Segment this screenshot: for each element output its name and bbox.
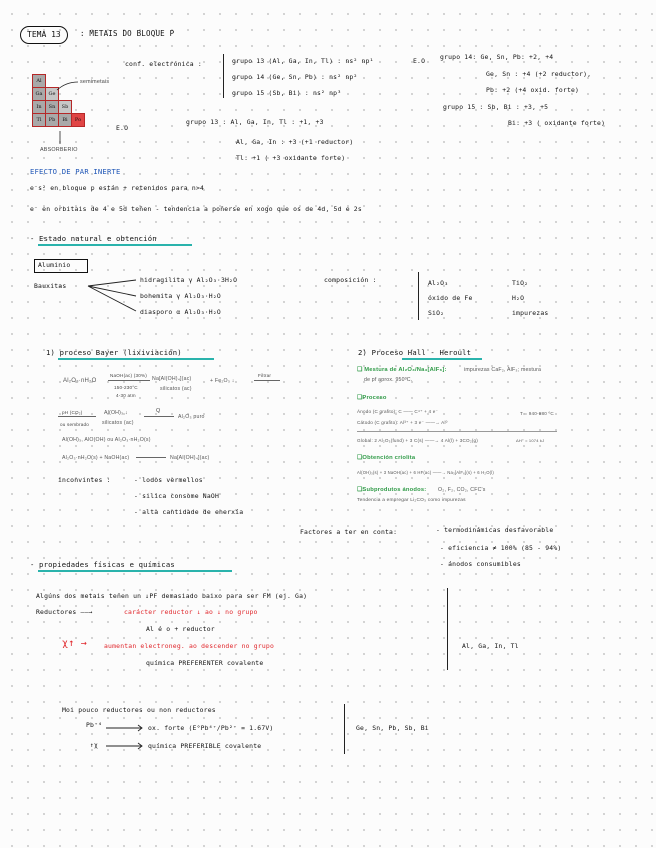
bayer-r4-reactants: Al₂O₃·nH₂O(s) + NaOH(ac) [62, 455, 130, 461]
bayer-r2-arrow1 [58, 416, 96, 417]
hall-criolita: ❑Obtención criolita [357, 455, 416, 461]
bayer-r1-filter-arrow [254, 380, 280, 381]
propiedades-underline [38, 570, 232, 572]
comp-left-1: Al₂O₃ [428, 279, 449, 287]
bayer-r2-product: Al₂O₃ puro [178, 414, 205, 420]
page-title: : METAIS DO BLOQUE P [80, 29, 175, 38]
inconveniente-1: - lodos vermellos [134, 476, 203, 484]
covalent-preferible: química PREFERIBLE covalente [148, 742, 262, 750]
hall-catodo: Cátodo (C grafito): Al³⁺ + 3 e⁻ ——→ Al⁰ [357, 420, 448, 425]
propiedades-side-elements: Al, Ga, In, Tl [462, 642, 519, 650]
comp-right-2: H₂O [512, 294, 525, 302]
reductores-label: Reductores ——→ [36, 608, 93, 616]
moi-side-elements: Ge, Sn, Pb, Sb, Bi [356, 724, 429, 732]
moi-bracket [344, 704, 345, 754]
bayer-r3: Al(OH)₃, AlO(OH) ou Al₂O₃·nH₂O(s) [62, 437, 151, 443]
hall-criolita-eq: Al(OH)₃(s) + 3 NaOH(ac) + 6 HF(ac) ——→ Na₃[AlF₆](s) + 6 H₂O(l) [357, 470, 494, 475]
estado-underline [38, 244, 192, 246]
config-label: conf. electrónica : [125, 60, 202, 68]
element-bi: Bi [58, 113, 72, 127]
bayer-r2-silicates: silicatos (ac) [102, 420, 134, 426]
hall-global-dh: ΔH° = 1074 kJ [516, 438, 545, 443]
aluminio-label: Aluminio [38, 261, 71, 269]
config-group-14: grupo 14 (Ge, Sn, Pb) : ns² np² [232, 73, 358, 81]
bayer-r1-arrow [108, 380, 150, 381]
hall-mixture-title: ❑ Mestura de Al₂O₃/Na₃[AlF₆]: [357, 367, 447, 373]
eo-group-13-line1: Al, Ga, In : +3 (+1 reductor) [236, 138, 354, 146]
config-bracket [223, 54, 224, 98]
bayer-r2-ph: pH (CO₂) [62, 410, 83, 415]
bayer-r1-oxide: + Fe₂O₃ ↓ [210, 378, 235, 384]
propiedades-bracket [447, 588, 448, 670]
element-ge: Ge [45, 87, 59, 101]
propiedades-line1: Algúns dos metais teñen un ↓PF demasiado baixo para ser FM (ej. Ga) [36, 592, 308, 600]
bayer-r4-product: Na[Al(OH)₄](ac) [170, 455, 210, 461]
pb4-oxidant: ox. forte (E°Pb⁴⁺/Pb²⁺ = 1.67V) [148, 724, 274, 732]
mineral-1: hidragilita γ Al₂O₃·3H₂O [140, 276, 238, 284]
factor-3: - ánodos consumibles [440, 560, 521, 568]
element-pb: Pb [45, 113, 59, 127]
eo-right-label: E.O [413, 57, 426, 65]
config-group-15: grupo 15 (Sb, Bi) : ns² np³ [232, 89, 342, 97]
eo-left-label: E.O [116, 124, 129, 132]
topic-badge: TEMA 13 [20, 26, 68, 44]
chi-up-label: ↑χ [90, 741, 99, 749]
inert-pair-line2: e⁻ en orbitais de 4 e 5d teñen - tendencia a poñerse en xogo que os de 4d, 5d e 2s [30, 205, 362, 213]
pb4-arrow [0, 0, 1, 1]
bayer-r1-cond3: 4-30 atm [116, 393, 136, 398]
eo-group-14: grupo 14: Ge, Sn, Pb: +2, +4 [440, 53, 554, 61]
eo-group-15: grupo 15 : Sb, Bi : +3, +5 [443, 103, 549, 111]
propiedades-heading: - propiedades físicas e químicas [30, 560, 175, 569]
covalent-chemistry: química PREFERENTER covalente [146, 659, 264, 667]
comp-left-3: SiO₂ [428, 309, 445, 317]
hall-subprod: ❑Subprodutos ánodos: [357, 487, 427, 493]
hall-temperature: T = 940-980 ºC [520, 411, 554, 416]
chi-arrow: χ↑ → [62, 638, 87, 649]
bayer-r2-sembrado: ou sembrado [60, 422, 90, 427]
element-al: Al [32, 74, 46, 88]
bayer-r2-arrow2 [144, 416, 174, 417]
factor-2: - eficiencia ≠ 100% (85 - 94%) [440, 544, 562, 552]
bauxitas-label: Bauxitas [34, 282, 67, 290]
eo-group-13-line2: Tl: +1 ( +3 oxidante forte) [236, 154, 346, 162]
hall-heading: 2) Proceso Hall - Heroult [358, 348, 472, 357]
eo-group-14-line1: Ge, Sn : +4 (+2 reductor), [486, 70, 592, 78]
inconveniente-3: - alta cantidade de enerxía [134, 508, 244, 516]
eo-group-14-line2: Pb: +2 (+4 oxid. forte) [486, 86, 580, 94]
mineral-3: diasporo α Al₂O₃·H₂O [140, 308, 221, 316]
hall-anodo: Ánodo (C grafito): C —— C⁴⁺ + 4 e⁻ [357, 409, 439, 414]
label-post: ABSORBERIO [40, 147, 78, 153]
element-ga: Ga [32, 87, 46, 101]
hall-proceso: ❑Proceso [357, 395, 387, 401]
element-tl: Tl [32, 113, 46, 127]
al-most-reductor: Al é o + reductor [146, 625, 215, 633]
label-semimetals: semimetais [80, 79, 110, 85]
reductores-trend: carácter reductor ↓ ao ↓ no grupo [124, 608, 258, 616]
hall-subprod-rest: O₂, F₂, CO₂, CFC's [438, 487, 486, 493]
bayer-r2-heat: Q [156, 408, 161, 414]
eo-group-15-line1: Bi: +3 ( oxidante forte) [508, 119, 606, 127]
bayer-r1-reactant: Al₂O₃·nH₂O [63, 378, 97, 384]
comp-right-1: TiO₂ [512, 279, 529, 287]
bayer-r4-arrow [136, 457, 166, 458]
config-group-13: grupo 13 (Al, Ga, In, Tl) : ns² np¹ [232, 57, 374, 65]
bayer-r1-cond1: NaOH(ac) (30%) [110, 373, 148, 378]
bayer-r1-filter: Filtrar [258, 373, 272, 378]
inert-pair-heading: EFECTO DE PAR INERTE [30, 167, 121, 176]
bayer-underline [58, 358, 214, 360]
factores-label: Factores a ter en conta: [300, 528, 398, 536]
element-sn: Sn [45, 100, 59, 114]
bayer-r1-product: Na[Al(OH)₄](ac) [152, 376, 192, 382]
electroneg-trend: aumentan electroneg. ao descender no grupo [104, 642, 274, 650]
inconvenientes-label: inconvintes : [58, 476, 111, 484]
hall-mixture-line2: de pf aprox. 950ºC. [364, 377, 413, 383]
mineral-2: bohemita γ Al₂O₃·H₂O [140, 292, 221, 300]
comp-right-3: impurezas [512, 309, 549, 317]
comp-left-2: óxido de Fe [428, 294, 473, 302]
bayer-r1-cond2: 150-230°C [114, 385, 138, 390]
hall-global: Global: 2 Al₂O₃(fund) + 3 C(s) ——→ 4 Al(l) + 3CO₂(g) [357, 438, 479, 443]
inconveniente-2: - silica consome NaOH [134, 492, 219, 500]
hall-underline [402, 358, 482, 360]
inert-pair-line1: e⁻s² en bloque p están + retenidos para n>4 [30, 184, 205, 192]
element-sb: Sb [58, 100, 72, 114]
bayer-r1-silicates: silicatos (ac) [160, 386, 192, 392]
factor-1: - termodinámicas desfavorable [436, 526, 554, 534]
estado-heading: - Estado natural e obtención [30, 234, 157, 243]
moi-pouco-reductores: Moi pouco reductores ou non reductores [62, 706, 216, 714]
pb4-label: Pb⁺⁴ [86, 721, 103, 729]
composicion-label: composición : [324, 276, 377, 284]
hall-mixture-rest: impurezas CaF₂, AlF₃; mestura [464, 367, 542, 373]
element-in: In [32, 100, 46, 114]
hall-subprod-line2: Tendencia a empregar Li₂CO₃ como impurezas [357, 498, 466, 503]
composicion-bracket [418, 272, 419, 320]
bayer-heading: 1) proceso Bayer (lixiviación) [46, 348, 182, 357]
element-po: Po [71, 113, 85, 127]
bayer-r2-hydroxide: Al(OH)₃ ↓ [104, 410, 128, 416]
eo-group-13: grupo 13 : Al, Ga, In, Tl : +1, +3 [186, 118, 324, 126]
hall-divider [357, 431, 557, 432]
